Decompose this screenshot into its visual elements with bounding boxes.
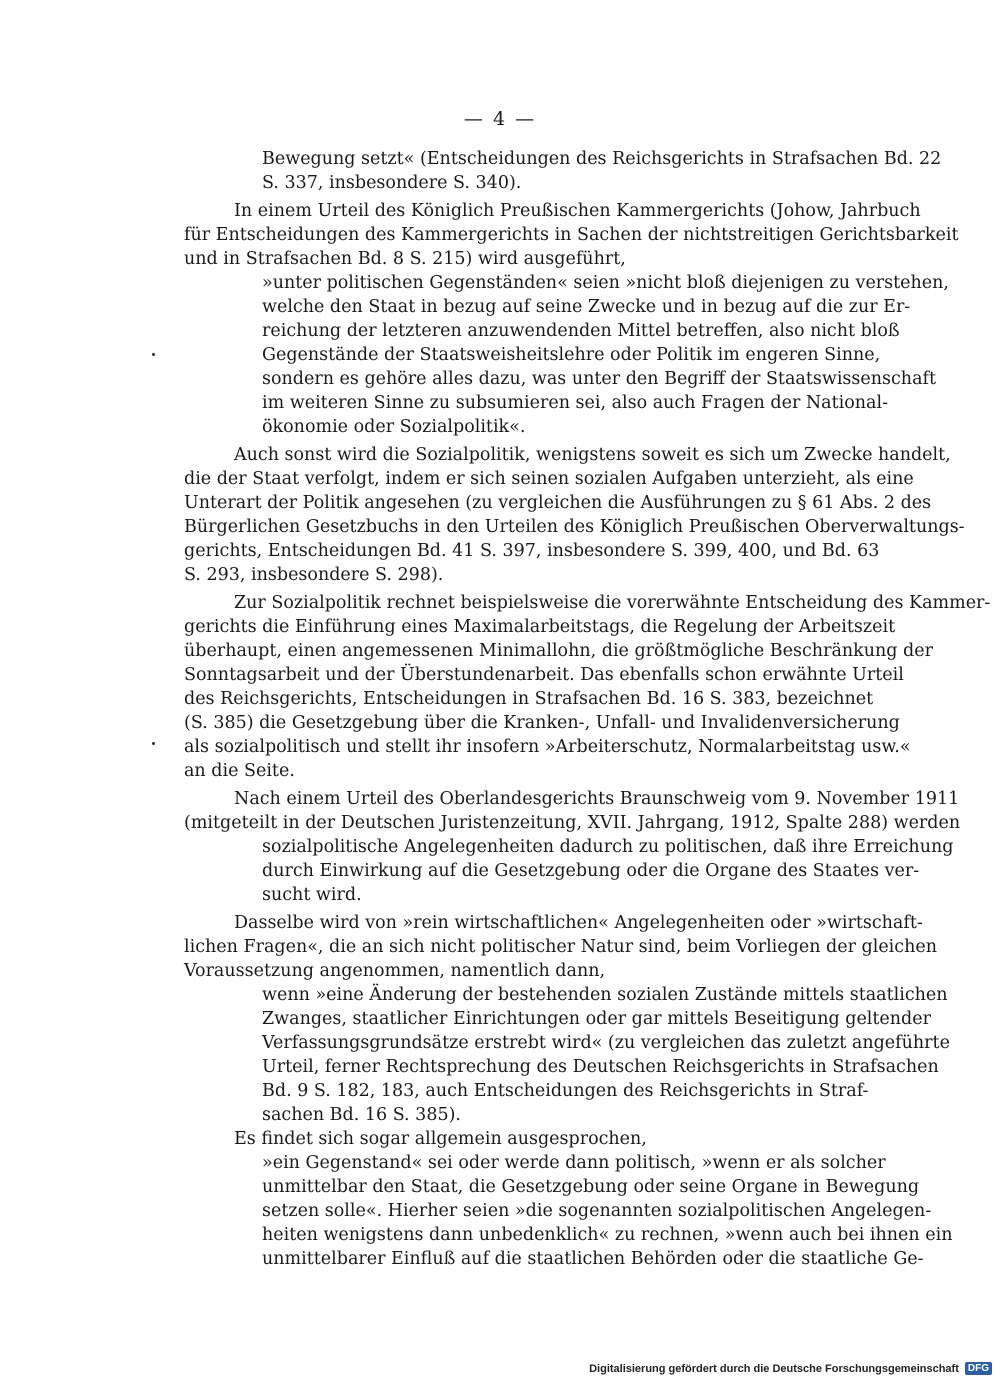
- text-line: S. 293, insbesondere S. 298).: [184, 565, 444, 585]
- text-line: Dasselbe wird von »rein wirtschaftlichen« Angelegenheiten oder »wirtschaft-: [234, 913, 923, 933]
- text-line: Sonntagsarbeit und der Überstundenarbeit. Das ebenfalls schon erwähnte Urteil: [184, 665, 904, 685]
- text-line: unmittelbarer Einfluß auf die staatlichen Behörden oder die staatliche Ge-: [262, 1249, 924, 1269]
- text-line: lichen Fragen«, die an sich nicht politischer Natur sind, beim Vorliegen der gleichen: [184, 937, 937, 957]
- text-line: unmittelbar den Staat, die Gesetzgebung oder seine Organe in Bewegung: [262, 1177, 920, 1197]
- margin-mark: [152, 353, 155, 356]
- text-line: heiten wenigstens dann unbedenklich« zu rechnen, »wenn auch bei ihnen ein: [262, 1225, 953, 1245]
- text-line: (S. 385) die Gesetzgebung über die Kranken-, Unfall- und Invalidenversicherung: [184, 713, 900, 733]
- text-line: und in Strafsachen Bd. 8 S. 215) wird ausgeführt,: [184, 249, 626, 269]
- text-line: »unter politischen Gegenständen« seien »nicht bloß diejenigen zu verstehen,: [262, 273, 949, 293]
- footer-credit: Digitalisierung gefördert durch die Deutsche Forschungsgemeinschaft: [589, 1362, 959, 1375]
- dfg-logo: DFG: [965, 1362, 992, 1375]
- text-line: an die Seite.: [184, 761, 295, 781]
- text-line: »ein Gegenstand« sei oder werde dann politisch, »wenn er als solcher: [262, 1153, 886, 1173]
- text-line: (mitgeteilt in der Deutschen Juristenzeitung, XVII. Jahrgang, 1912, Spalte 288) werden: [184, 813, 961, 833]
- text-line: Verfassungsgrundsätze erstrebt wird« (zu vergleichen das zuletzt angeführte: [262, 1033, 950, 1053]
- footer: [589, 1362, 992, 1375]
- margin-mark: [152, 742, 155, 745]
- text-line: welche den Staat in bezug auf seine Zwecke und in bezug auf die zur Er-: [262, 297, 911, 317]
- text-line: Voraussetzung angenommen, namentlich dann,: [184, 961, 606, 981]
- text-line: sucht wird.: [262, 885, 362, 905]
- text-line: Urteil, ferner Rechtsprechung des Deutschen Reichsgerichts in Strafsachen: [262, 1057, 939, 1077]
- text-line: ökonomie oder Sozialpolitik«.: [262, 417, 526, 437]
- text-line: für Entscheidungen des Kammergerichts in Sachen der nichtstreitigen Gerichtsbarkeit: [184, 225, 959, 245]
- text-line: Zur Sozialpolitik rechnet beispielsweise die vorerwähnte Entscheidung des Kammer-: [234, 593, 991, 613]
- text-line: sozialpolitische Angelegenheiten dadurch zu politischen, daß ihre Erreichung: [262, 837, 954, 857]
- text-line: Bd. 9 S. 182, 183, auch Entscheidungen des Reichsgerichts in Straf-: [262, 1081, 869, 1101]
- text-line: gerichts, Entscheidungen Bd. 41 S. 397, insbesondere S. 399, 400, und Bd. 63: [184, 541, 880, 561]
- text-line: als sozialpolitisch und stellt ihr insofern »Arbeiterschutz, Normalarbeitstag usw.«: [184, 737, 911, 757]
- page-number: — 4 —: [463, 108, 537, 130]
- text-line: Bürgerlichen Gesetzbuchs in den Urteilen des Königlich Preußischen Oberverwaltungs-: [184, 517, 965, 537]
- text-line: S. 337, insbesondere S. 340).: [262, 173, 522, 193]
- text-line: des Reichsgerichts, Entscheidungen in Strafsachen Bd. 16 S. 383, bezeichnet: [184, 689, 874, 709]
- text-line: Es findet sich sogar allgemein ausgesprochen,: [234, 1129, 647, 1149]
- text-line: die der Staat verfolgt, indem er sich seinen sozialen Aufgaben unterzieht, als eine: [184, 469, 914, 489]
- text-line: Zwanges, staatlicher Einrichtungen oder gar mittels Beseitigung geltender: [262, 1009, 931, 1029]
- text-line: Bewegung setzt« (Entscheidungen des Reichsgerichts in Strafsachen Bd. 22: [262, 149, 942, 169]
- text-line: durch Einwirkung auf die Gesetzgebung oder die Organe des Staates ver-: [262, 861, 920, 881]
- text-line: sondern es gehöre alles dazu, was unter den Begriff der Staatswissenschaft: [262, 369, 937, 389]
- text-line: setzen solle«. Hierher seien »die sogenannten sozialpolitischen Angelegen-: [262, 1201, 932, 1221]
- text-line: In einem Urteil des Königlich Preußischen Kammergerichts (Johow, Jahrbuch: [234, 201, 921, 221]
- text-line: Unterart der Politik angesehen (zu vergleichen die Ausführungen zu § 61 Abs. 2 des: [184, 493, 932, 513]
- text-line: gerichts die Einführung eines Maximalarbeitstags, die Regelung der Arbeitszeit: [184, 617, 896, 637]
- text-line: wenn »eine Änderung der bestehenden sozialen Zustände mittels staatlichen: [262, 985, 948, 1005]
- text-line: überhaupt, einen angemessenen Minimallohn, die größtmögliche Beschränkung der: [184, 641, 933, 661]
- text-line: Gegenstände der Staatsweisheitslehre oder Politik im engeren Sinne,: [262, 345, 881, 365]
- text-line: sachen Bd. 16 S. 385).: [262, 1105, 461, 1125]
- text-line: Nach einem Urteil des Oberlandesgerichts Braunschweig vom 9. November 1911: [234, 789, 960, 809]
- text-line: Auch sonst wird die Sozialpolitik, wenigstens soweit es sich um Zwecke handelt,: [234, 445, 951, 465]
- text-line: reichung der letzteren anzuwendenden Mittel betreffen, also nicht bloß: [262, 321, 900, 341]
- text-line: im weiteren Sinne zu subsumieren sei, also auch Fragen der National-: [262, 393, 888, 413]
